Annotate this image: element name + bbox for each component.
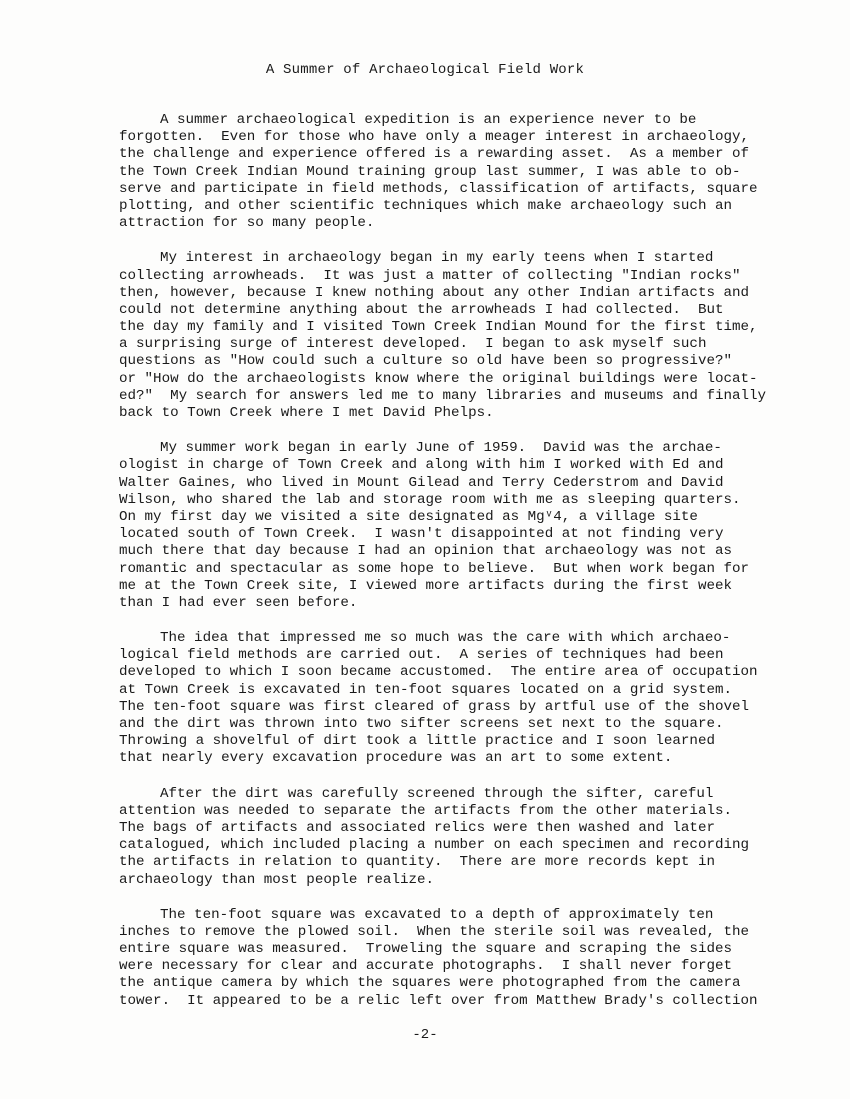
text-line: collecting arrowheads. It was just a matter of collecting "Indian rocks"	[119, 267, 741, 284]
text-line: logical field methods are carried out. A series of techniques had been	[119, 647, 724, 664]
text-line: the day my family and I visited Town Creek Indian Mound for the first time,	[119, 319, 758, 336]
document-body	[119, 112, 769, 1028]
text-line: the antique camera by which the squares were photographed from the camera	[119, 975, 741, 992]
text-line: than I had ever seen before.	[119, 594, 358, 611]
text-line: serve and participate in field methods, classification of artifacts, square	[119, 180, 758, 197]
text-line: could not determine anything about the arrowheads I had collected. But	[119, 301, 724, 318]
text-line: My interest in archaeology began in my early teens when I started	[160, 250, 714, 267]
text-line: My summer work began in early June of 1959. David was the archae-	[160, 440, 722, 457]
paragraph-1	[119, 112, 769, 232]
text-line: that nearly every excavation procedure was an art to some extent.	[119, 750, 673, 767]
text-line: archaeology than most people realize.	[119, 871, 435, 888]
text-line: The ten-foot square was first cleared of grass by artful use of the shovel	[119, 698, 750, 715]
paragraph-6	[119, 907, 769, 1010]
text-line: much there that day because I had an opinion that archaeology was not as	[119, 543, 732, 560]
text-line: attraction for so many people.	[119, 215, 375, 232]
text-line: were necessary for clear and accurate photographs. I shall never forget	[119, 958, 732, 975]
text-line: then, however, because I knew nothing about any other Indian artifacts and	[119, 284, 750, 301]
text-line: me at the Town Creek site, I viewed more artifacts during the first week	[119, 577, 732, 594]
paragraph-5	[119, 786, 769, 889]
text-line: Wilson, who shared the lab and storage room with me as sleeping quarters.	[119, 491, 741, 508]
text-line: located south of Town Creek. I wasn't disappointed at not finding very	[119, 526, 724, 543]
text-line: at Town Creek is excavated in ten-foot squares located on a grid system.	[119, 681, 732, 698]
text-line: ed?" My search for answers led me to many libraries and museums and finally	[119, 387, 767, 404]
document-title: A Summer of Archaeological Field Work	[265, 62, 585, 78]
text-line: romantic and spectacular as some hope to believe. But when work began for	[119, 560, 750, 577]
text-line: After the dirt was carefully screened through the sifter, careful	[160, 785, 714, 802]
text-line: ologist in charge of Town Creek and along with him I worked with Ed and	[119, 457, 724, 474]
text-line: questions as "How could such a culture so old have been so progressive?"	[119, 353, 732, 370]
text-line: tower. It appeared to be a relic left over from Matthew Brady's collection	[119, 992, 758, 1009]
text-line: The ten-foot square was excavated to a depth of approximately ten	[160, 906, 714, 923]
text-line: plotting, and other scientific techniques which make archaeology such an	[119, 197, 732, 214]
text-line: Throwing a shovelful of dirt took a little practice and I soon learned	[119, 733, 715, 750]
text-line: a surprising surge of interest developed. I began to ask myself such	[119, 336, 707, 353]
text-line: entire square was measured. Troweling the square and scraping the sides	[119, 941, 732, 958]
text-line: the challenge and experience offered is a rewarding asset. As a member of	[119, 146, 750, 163]
text-line: the artifacts in relation to quantity. There are more records kept in	[119, 854, 715, 871]
text-line: inches to remove the plowed soil. When the sterile soil was revealed, the	[119, 923, 750, 940]
text-line: A summer archaeological expedition is an experience never to be	[160, 112, 697, 128]
text-line: catalogued, which included placing a number on each specimen and recording	[119, 837, 750, 854]
paragraph-3	[119, 440, 769, 612]
text-line: the Town Creek Indian Mound training group last summer, I was able to ob-	[119, 163, 741, 180]
text-line: attention was needed to separate the artifacts from the other materials.	[119, 802, 732, 819]
text-line: The idea that impressed me so much was the care with which archaeo-	[160, 630, 731, 647]
text-line: The bags of artifacts and associated relics were then washed and later	[119, 819, 715, 836]
text-line: developed to which I soon became accustomed. The entire area of occupation	[119, 664, 758, 681]
text-line: and the dirt was thrown into two sifter screens set next to the square.	[119, 716, 724, 732]
text-line: or "How do the archaeologists know where the original buildings were locat-	[119, 370, 758, 387]
text-line: Walter Gaines, who lived in Mount Gilead and Terry Cederstrom and David	[119, 474, 724, 491]
text-line: back to Town Creek where I met David Phelps.	[119, 405, 494, 421]
paragraph-4	[119, 630, 769, 768]
text-line: On my first day we visited a site designated as Mgᵛ4, a village site	[119, 508, 698, 525]
page-number: -2-	[412, 1027, 438, 1043]
text-line: forgotten. Even for those who have only a meager interest in archaeology,	[119, 129, 750, 146]
paragraph-2	[119, 250, 769, 422]
